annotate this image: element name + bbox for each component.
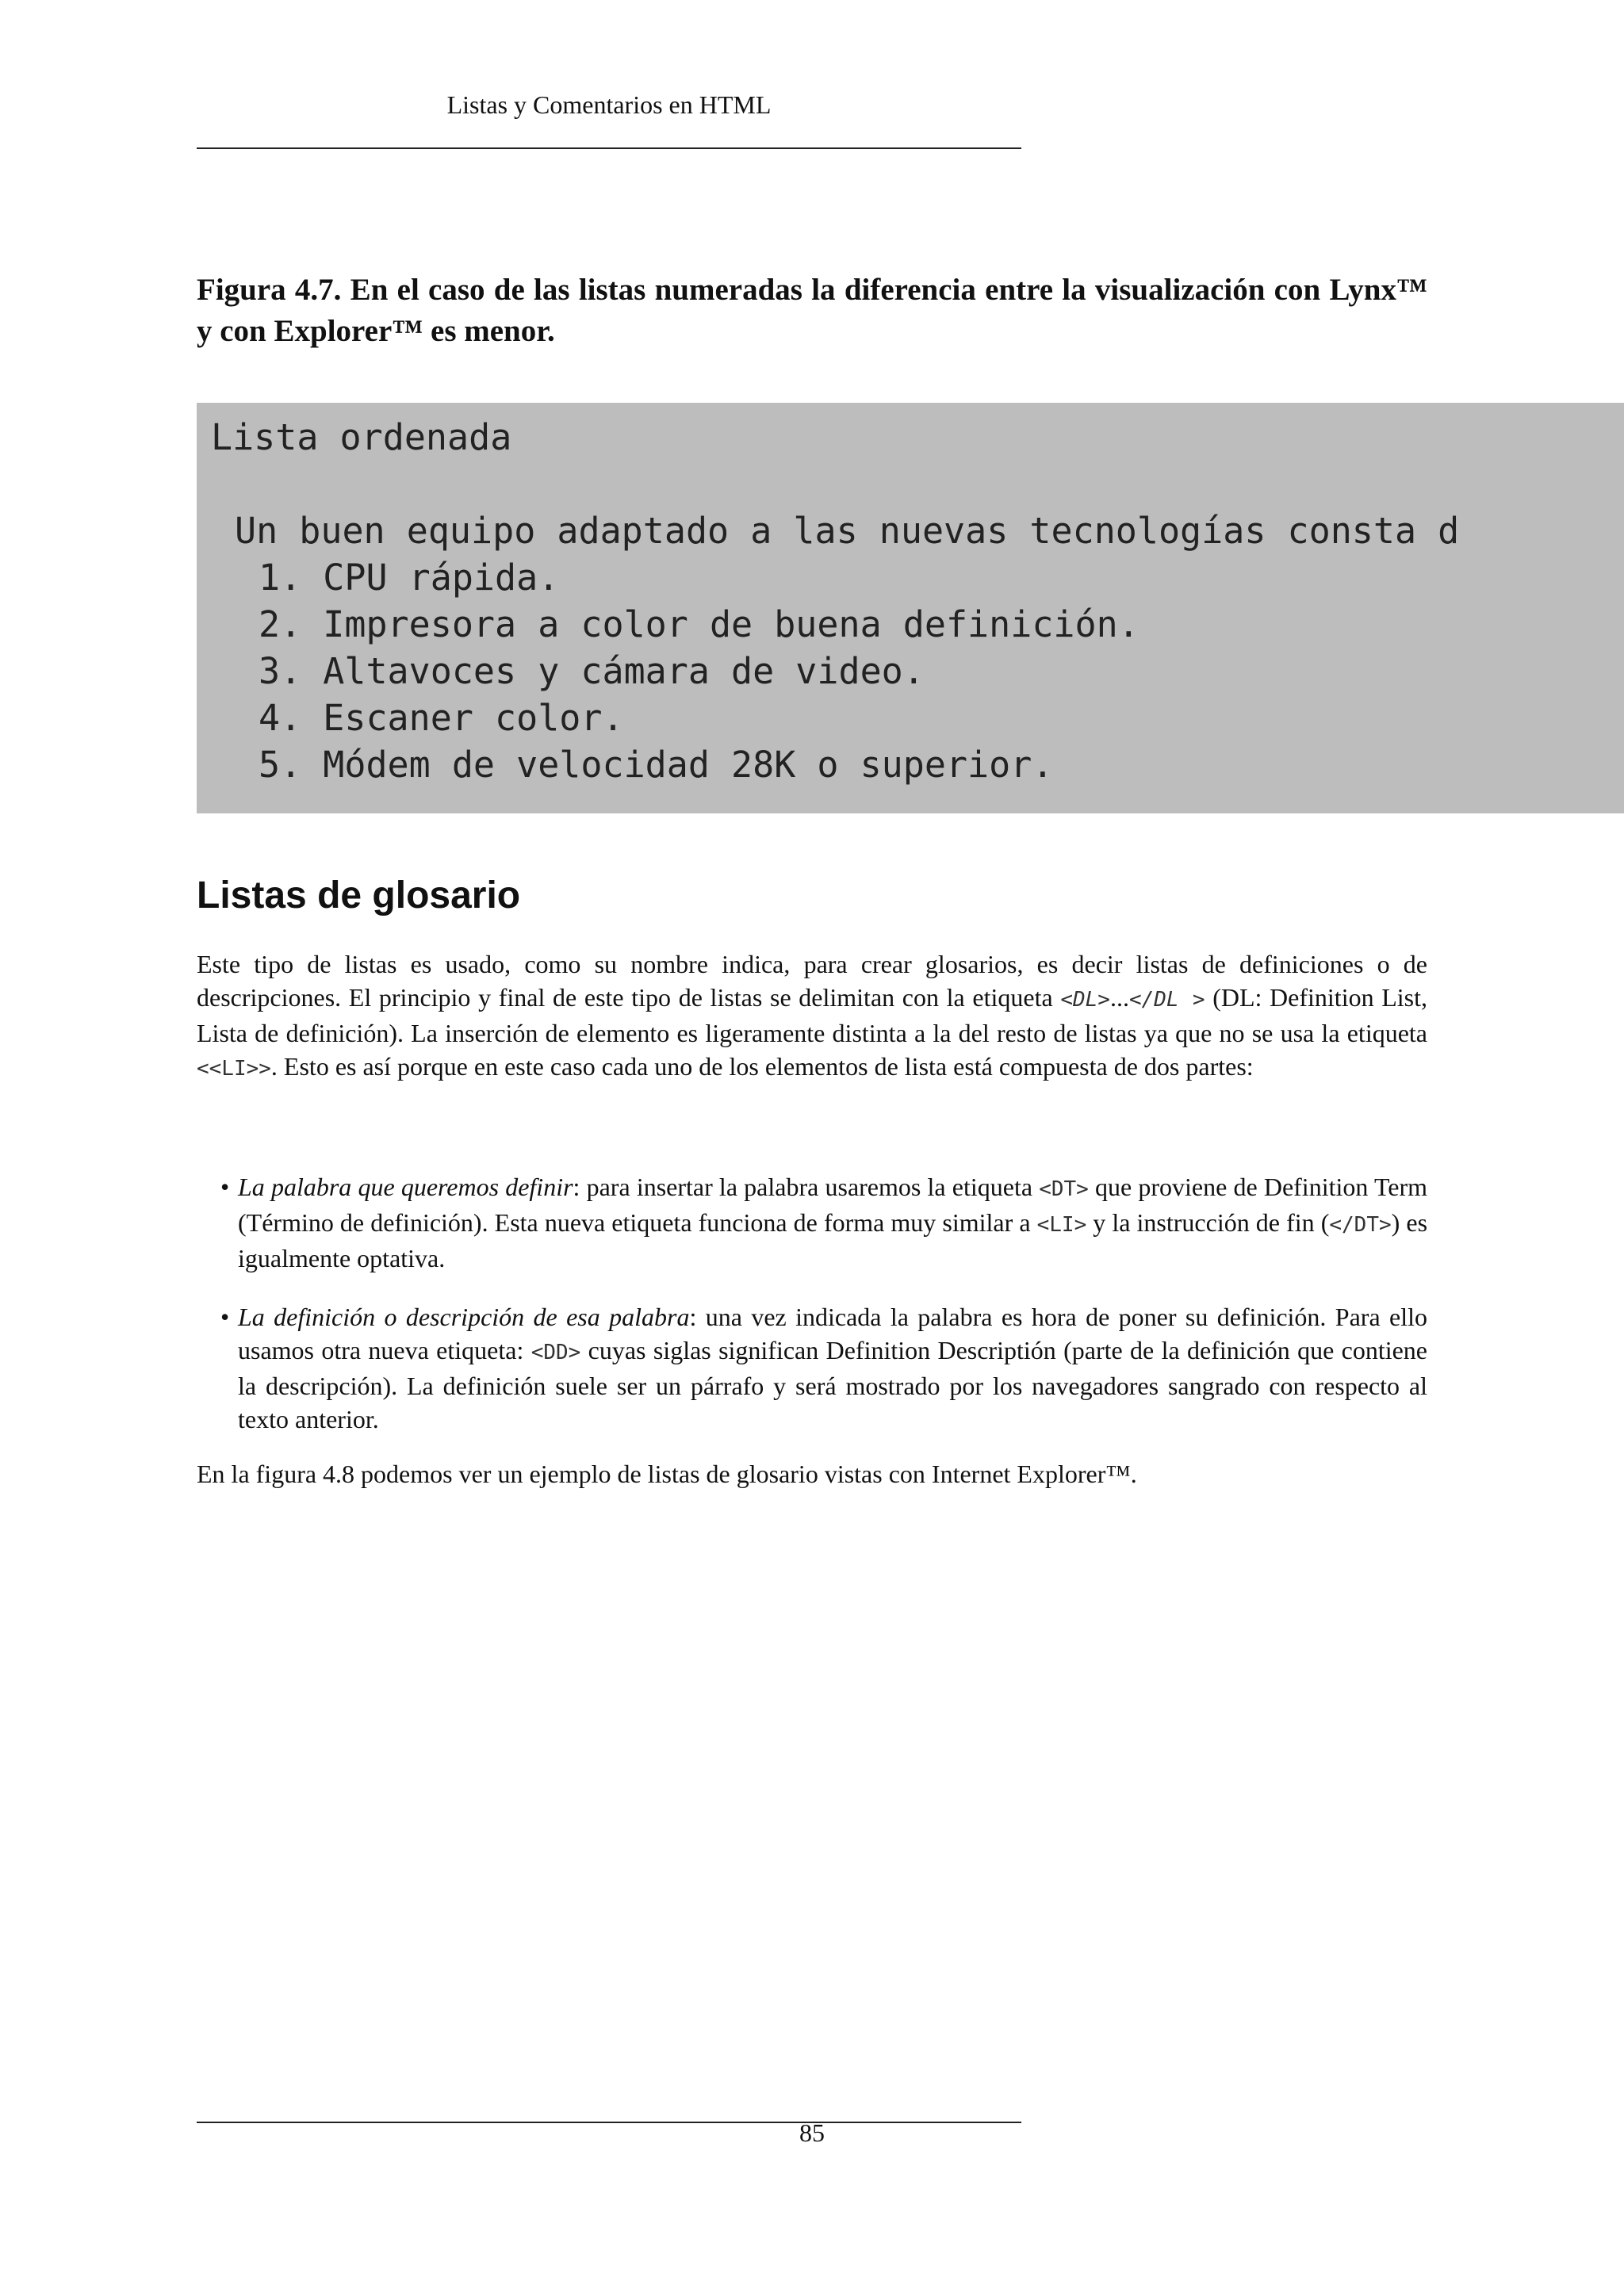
definition-bullet-list xyxy=(220,1170,1427,1436)
li-tag: <<LI>> xyxy=(197,1057,271,1081)
li-tag: <LI> xyxy=(1036,1213,1087,1237)
bullet-text: ) es igualmente optativa. xyxy=(238,1208,1428,1272)
bullet-text: y la instrucción de fin ( xyxy=(1086,1208,1330,1237)
bullet-text: : para insertar la palabra usaremos la etiqueta xyxy=(573,1173,1040,1201)
dt-tag: <DT> xyxy=(1039,1177,1089,1201)
bullet-item-dt xyxy=(220,1170,1427,1275)
header-rule xyxy=(197,147,1021,149)
page-number: 85 xyxy=(799,2118,825,2147)
dd-tag: <DD> xyxy=(530,1341,581,1364)
intro-text: (DL: Definition List, Lista de definición). La inserción de elemento es ligeramente distinta a la del resto de listas ya que no se usa la etiqueta xyxy=(197,983,1428,1047)
intro-text: ... xyxy=(1109,983,1129,1012)
screenshot-intro-line: Un buen equipo adaptado a las nuevas tecnologías consta d xyxy=(235,510,1460,552)
running-header: Listas y Comentarios en HTML xyxy=(446,90,772,119)
screenshot-title: Lista ordenada xyxy=(211,416,512,458)
bullet-term: La palabra que queremos definir xyxy=(238,1173,573,1201)
outro-paragraph: En la figura 4.8 podemos ver un ejemplo de listas de glosario vistas con Internet Explorer™. xyxy=(197,1460,1137,1488)
intro-text: . Esto es así porque en este caso cada uno de los elementos de lista está compuesta de dos partes: xyxy=(270,1052,1254,1081)
screenshot-list-item: 5. Módem de velocidad 28K o superior. xyxy=(259,744,1054,786)
intro-text: Este tipo de listas es usado, como su nombre indica, para crear glosarios, es decir listas de definiciones o de descripciones. El principio y final de este tipo de listas se delimitan con la etiqueta xyxy=(197,950,1427,1012)
screenshot-list-item: 2. Impresora a color de buena definición. xyxy=(259,603,1139,645)
dl-close-tag: </DL > xyxy=(1128,988,1205,1012)
dt-close-tag: </DT> xyxy=(1329,1213,1392,1237)
bullet-item-dd xyxy=(220,1300,1427,1436)
figure-caption: Figura 4.7. En el caso de las listas numeradas la diferencia entre la visualización con Lynx™ y con Explorer™ es menor. xyxy=(197,273,1427,348)
screenshot-list-item: 1. CPU rápida. xyxy=(259,557,560,599)
bullet-marker: • xyxy=(220,1173,230,1201)
dl-open-tag: <DL> xyxy=(1060,988,1110,1012)
bullet-text: que proviene de Definition Term (Término de definición). Esta nueva etiqueta funciona de forma muy similar a xyxy=(238,1173,1428,1237)
screenshot-list-item: 4. Escaner color. xyxy=(259,697,624,739)
screenshot-list-item: 3. Altavoces y cámara de video. xyxy=(259,650,925,692)
bullet-text: cuyas siglas significan Definition Descriptión (parte de la definición que contiene la descripción). La definición suele ser un párrafo y será mostrado por los navegadores sangrado con respecto al texto anterior. xyxy=(238,1336,1428,1433)
bullet-term: La definición o descripción de esa palabra xyxy=(238,1303,690,1331)
bullet-marker: • xyxy=(220,1303,230,1331)
section-heading: Listas de glosario xyxy=(197,874,521,916)
figure-screenshot xyxy=(197,403,1624,813)
intro-paragraph xyxy=(197,947,1427,1085)
bullet-text: : una vez indicada la palabra es hora de poner su definición. Para ello usamos otra nueva etiqueta: xyxy=(238,1303,1428,1364)
